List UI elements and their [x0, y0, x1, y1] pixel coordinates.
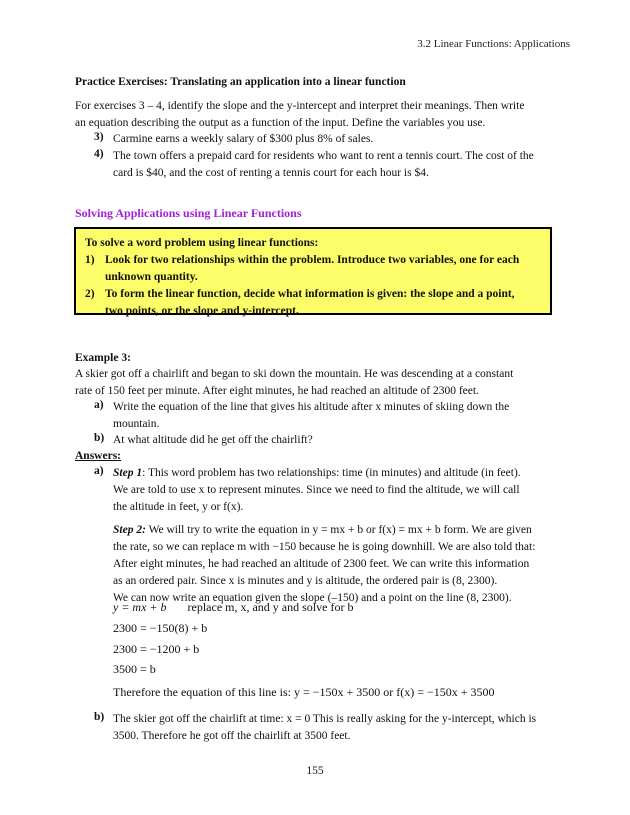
step2-label: Step 2:: [113, 524, 146, 536]
exercise-4: [94, 148, 574, 182]
exercise-number: 3): [94, 131, 104, 143]
box-item-line2: two points, or the slope and y-intercept.: [105, 305, 299, 317]
answer-a-label: a): [94, 465, 104, 477]
answer-b-line2: 3500. Therefore he got off the chairlift at 3500 feet.: [113, 730, 351, 742]
practice-intro-line1: For exercises 3 – 4, identify the slope and the y-intercept and interpret their meanings. Then write: [75, 100, 525, 112]
box-item-2: [85, 286, 541, 320]
equation-4: 3500 = b: [113, 662, 156, 676]
answer-b: [94, 711, 574, 745]
exercise-text-line2: card is $40, and the cost of renting a tennis court for each hour is $4.: [113, 167, 429, 179]
procedure-box: [74, 227, 552, 315]
equation-2: 2300 = −150(8) + b: [113, 621, 208, 635]
answers-title-text: Answers: [75, 450, 118, 462]
part-line1: Write the equation of the line that gives his altitude after x minutes of skiing down the: [113, 401, 510, 413]
answer-b-label: b): [94, 711, 105, 723]
section-title: Solving Applications using Linear Functions: [75, 206, 302, 220]
exercise-3: [94, 131, 574, 148]
box-item-number: 2): [85, 288, 95, 300]
box-item-number: 1): [85, 254, 95, 266]
part-line1: At what altitude did he get off the chairlift?: [113, 434, 313, 446]
example-part-a: [94, 399, 574, 433]
step1-line3: the altitude in feet, y or f(x).: [113, 501, 244, 513]
step2-line2: the rate, so we can replace m with −150 because he is going downhill. We are also told that:: [113, 541, 536, 553]
equation-3: 2300 = −1200 + b: [113, 642, 200, 656]
example-line1: A skier got off a chairlift and began to ski down the mountain. He was descending at a constant: [75, 368, 514, 380]
box-heading: To solve a word problem using linear functions:: [85, 237, 319, 249]
example-title: Example 3:: [75, 352, 131, 364]
part-line2: mountain.: [113, 418, 160, 430]
equation-1-note: replace m, x, and y and solve for b: [187, 600, 354, 614]
equation-1-expr: y = mx + b: [113, 600, 167, 614]
running-header: 3.2 Linear Functions: Applications: [417, 38, 570, 50]
answer-b-line1: The skier got off the chairlift at time: x = 0 This is really asking for the y-intercept, which is: [113, 713, 537, 725]
page-number: 155: [306, 765, 324, 777]
exercise-text: Carmine earns a weekly salary of $300 plus 8% of sales.: [113, 133, 374, 145]
part-label: b): [94, 432, 105, 444]
step1-line2: We are told to use x to represent minutes. Since we need to find the altitude, we will call: [113, 484, 520, 496]
step2-line4: as an ordered pair. Since x is minutes and y is altitude, the ordered pair is (8, 2300).: [113, 575, 498, 587]
step2-line3: After eight minutes, he had reached an altitude of 2300 feet. We can write this information: [113, 558, 530, 570]
exercise-number: 4): [94, 148, 104, 160]
step2-line5: We can now write an equation given the slope (–150) and a point on the line (8, 2300).: [113, 592, 512, 604]
box-item-line1: To form the linear function, decide what information is given: the slope and a point,: [105, 288, 515, 300]
step1-line1: [113, 465, 574, 482]
answers-title: Answers:: [75, 450, 122, 462]
step1-label: Step 1: [113, 467, 143, 479]
answer-a: [94, 465, 574, 607]
practice-title: Practice Exercises: Translating an application into a linear function: [75, 76, 406, 88]
equation-1: [113, 600, 353, 615]
step2-text: We will try to write the equation in y = mx + b or f(x) = mx + b form. We are given: [145, 524, 532, 536]
example-line2: rate of 150 feet per minute. After eight minutes, he had reached an altitude of 2300 feet.: [75, 385, 479, 397]
box-item-line1: Look for two relationships within the problem. Introduce two variables, one for each: [105, 254, 520, 266]
therefore-line: Therefore the equation of this line is: y = −150x + 3500 or f(x) = −150x + 3500: [113, 685, 495, 699]
step1-text: : This word problem has two relationships: time (in minutes) and altitude (in feet).: [142, 467, 521, 479]
exercise-text-line1: The town offers a prepaid card for residents who want to rent a tennis court. The cost of the: [113, 150, 534, 162]
part-label: a): [94, 399, 104, 411]
box-item-line2: unknown quantity.: [105, 271, 198, 283]
box-item-1: [85, 252, 541, 286]
step2-line1: [113, 522, 574, 539]
practice-intro-line2: an equation describing the output as a function of the input. Define the variables you use.: [75, 117, 486, 129]
example-part-b: [94, 432, 574, 449]
